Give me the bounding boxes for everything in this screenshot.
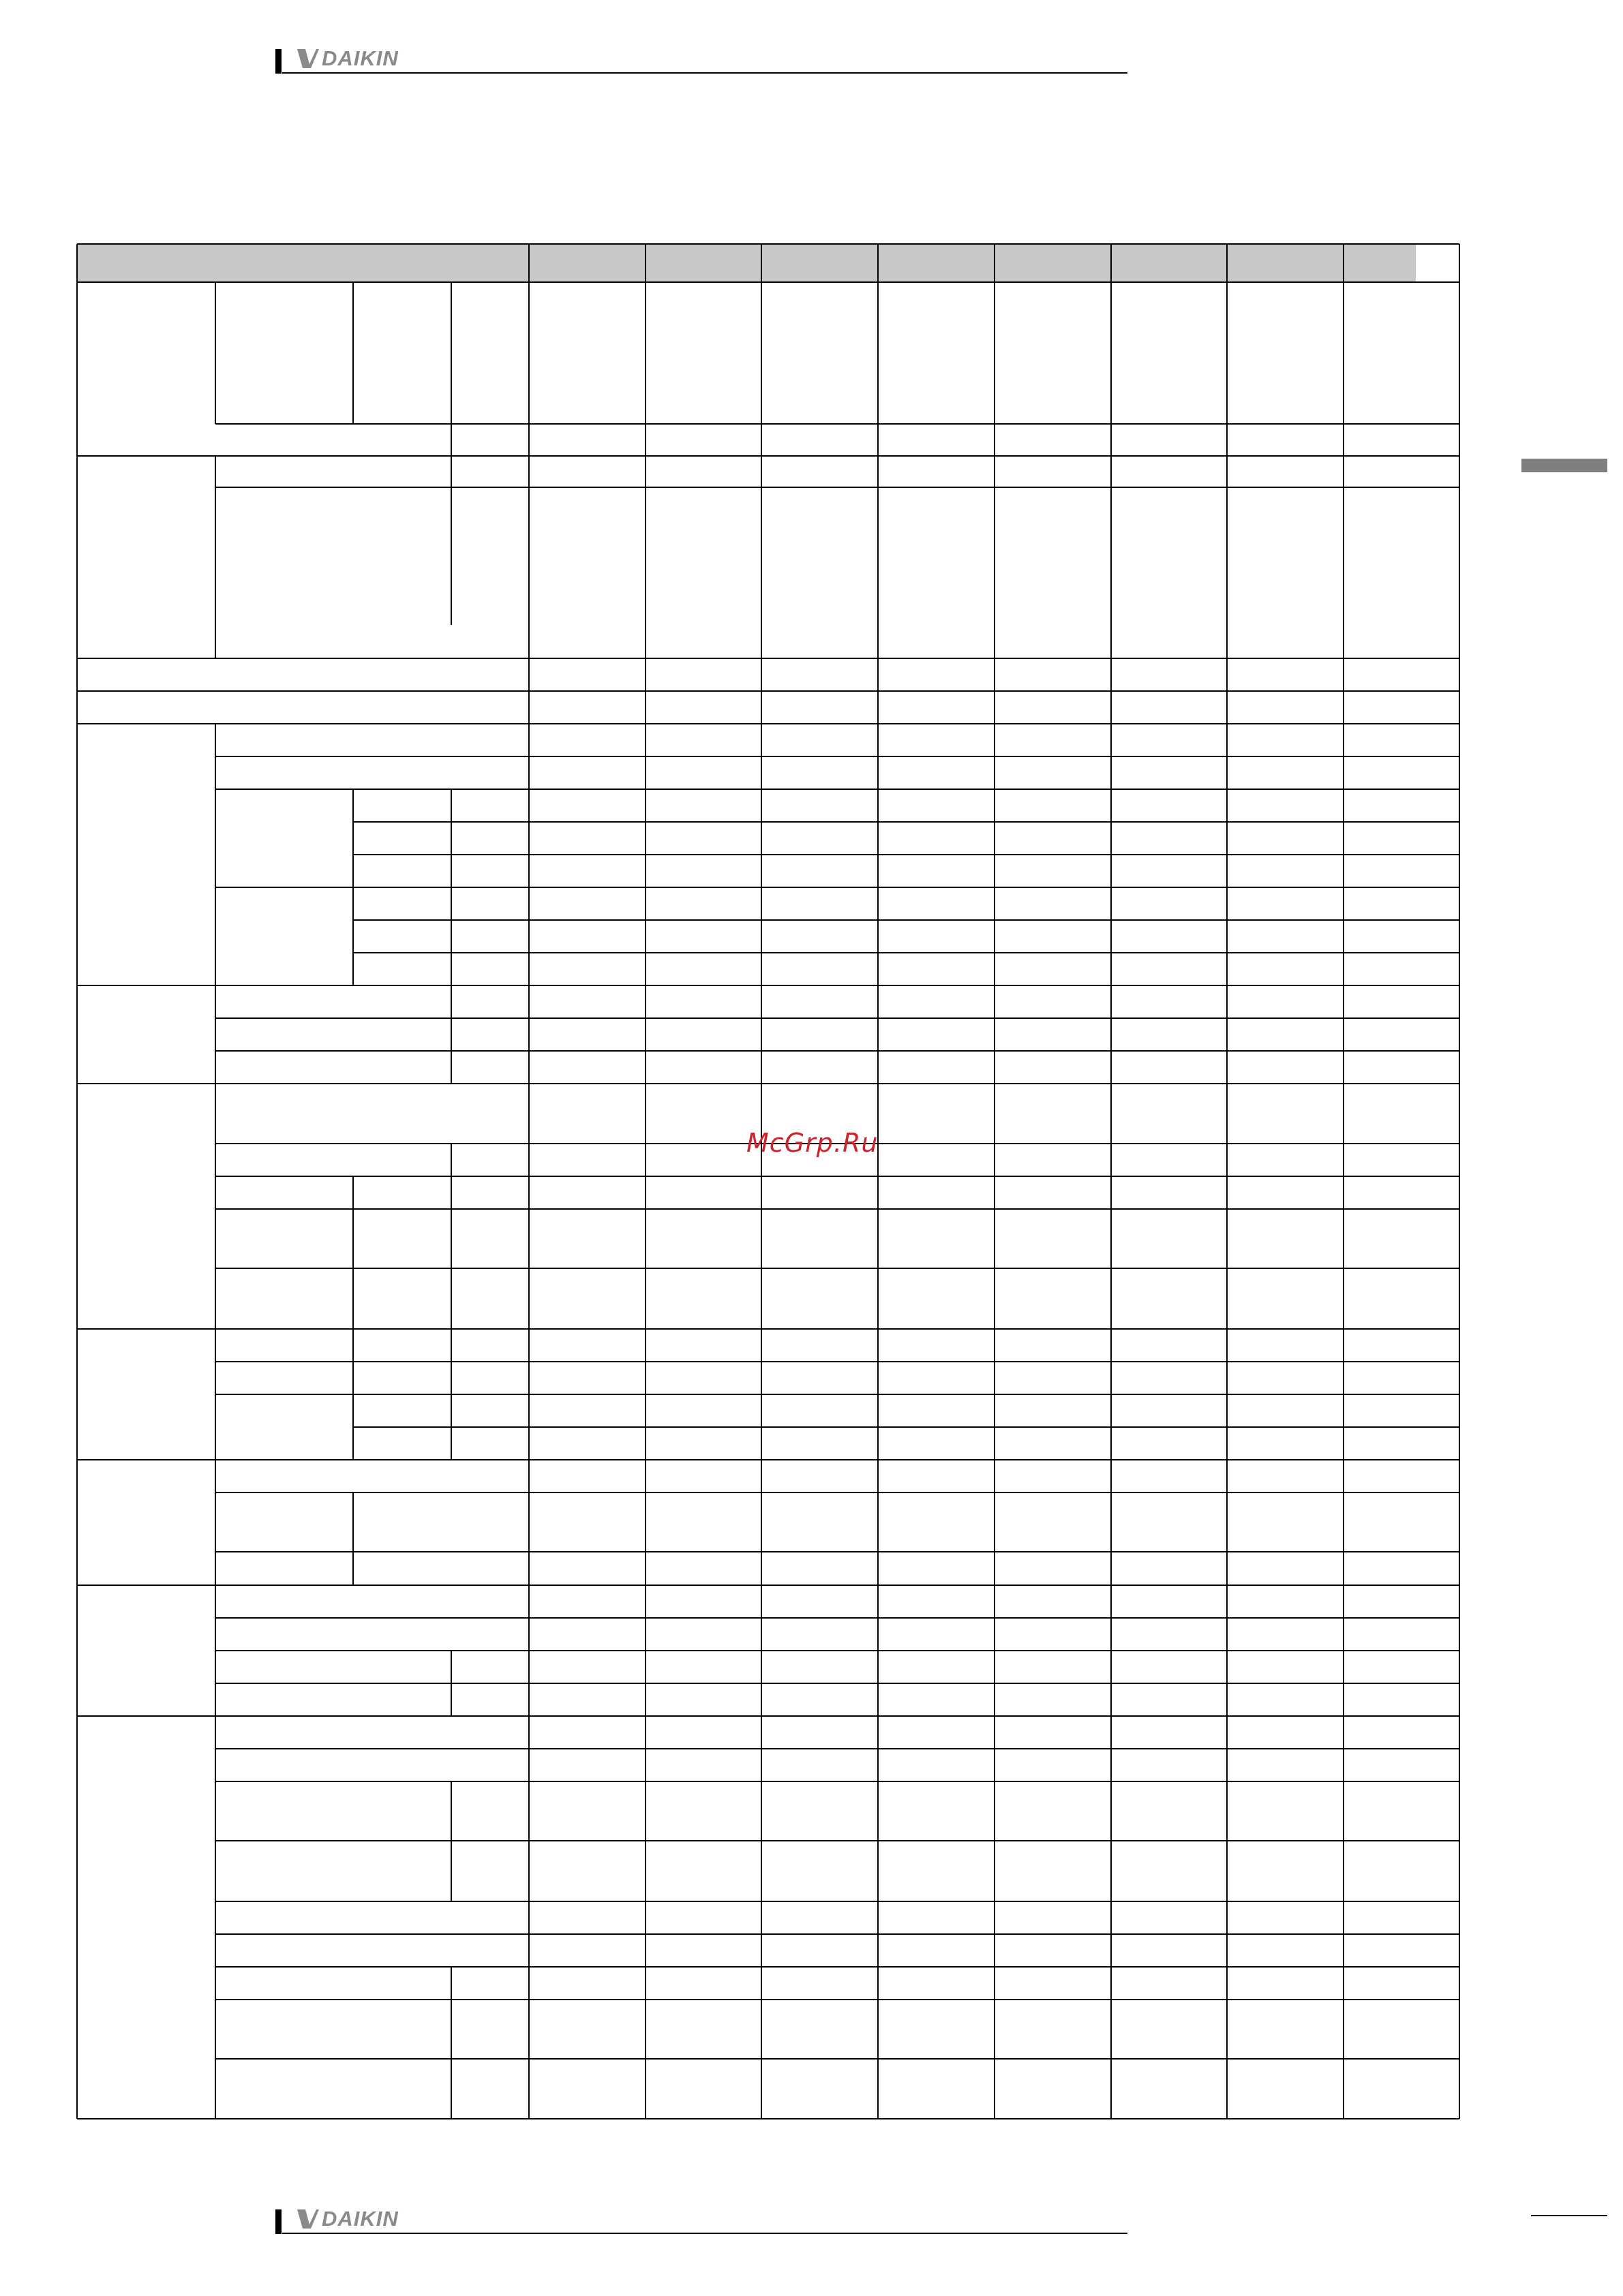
watermark: McGrp.Ru xyxy=(746,1128,879,1158)
table-grid-lines xyxy=(77,244,1459,2119)
footer-bar xyxy=(275,2209,282,2234)
header-logo-text: DAIKIN xyxy=(322,46,399,70)
table-header-band xyxy=(77,244,1416,282)
page-number-rule xyxy=(1531,2215,1607,2216)
footer-rule xyxy=(282,2233,1127,2234)
footer-logo-text: DAIKIN xyxy=(322,2207,399,2231)
footer-logo xyxy=(296,2207,399,2231)
page-footer xyxy=(275,2207,1127,2234)
daikin-logo-icon xyxy=(296,2208,319,2230)
